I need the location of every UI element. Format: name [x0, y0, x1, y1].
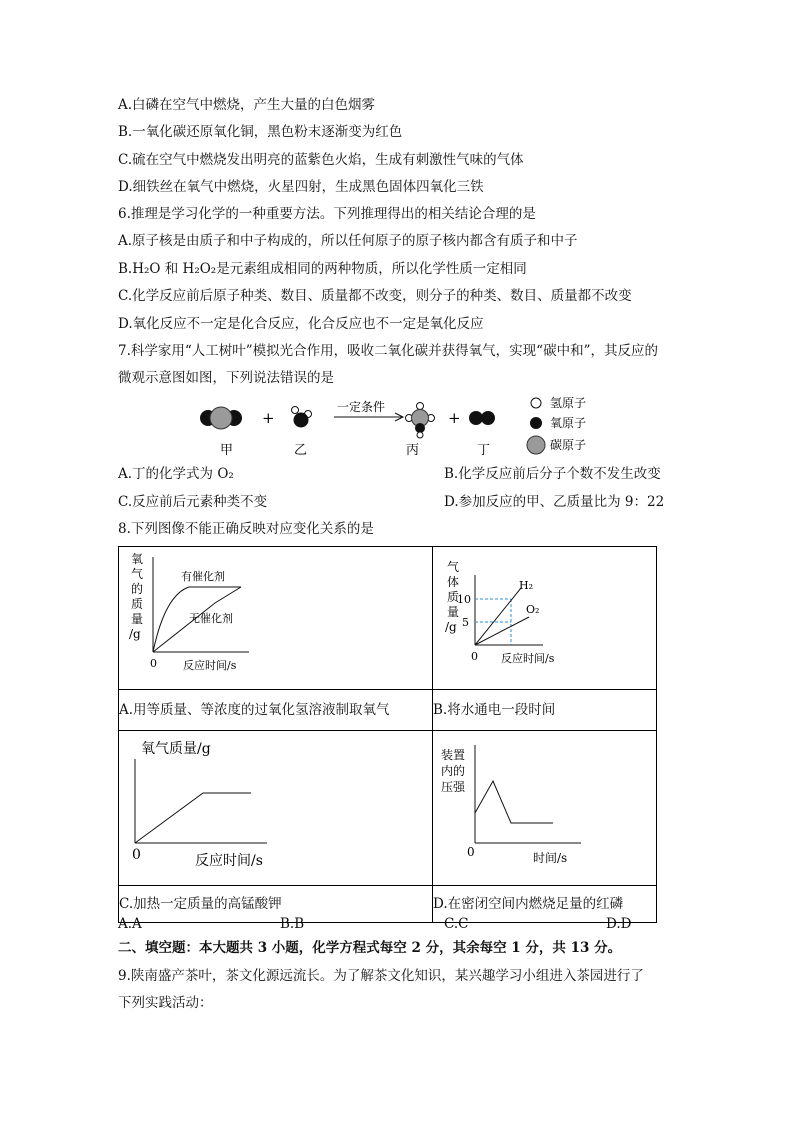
q8-option-d: D.D: [606, 916, 632, 932]
legend-oxygen: 氧原子: [550, 416, 587, 430]
q6-option-d: D.氧化反应不一定是化合反应，化合反应也不一定是氧化反应: [118, 316, 484, 332]
q9-stem-line1: 9.陕南盛产茶叶，茶文化源远流长。为了解茶文化知识，某兴趣学习小组进入茶园进行了: [118, 968, 644, 984]
line-o2: [475, 617, 529, 645]
graph-b: [433, 547, 656, 685]
graph-b-label-o2: O₂: [526, 603, 540, 616]
graph-b-tick-10: 10: [457, 593, 471, 606]
graph-c: [119, 731, 432, 881]
graph-d-ylabel-1: 装置: [441, 748, 466, 762]
graph-a-xlabel: 反应时间/s: [183, 659, 237, 672]
graph-b-caption: B.将水通电一段时间: [433, 690, 657, 731]
graph-b-origin: 0: [471, 650, 478, 663]
label-jia: 甲: [220, 443, 234, 458]
line-h2: [475, 588, 521, 645]
graph-d-ylabel-2: 内的: [441, 764, 466, 778]
graph-b-xlabel: 反应时间/s: [501, 652, 555, 665]
graph-b-ylabel-2: 体: [447, 575, 460, 589]
graph-a-ylabel-3: 的: [131, 582, 144, 596]
q7-stem-line1: 7.科学家用“人工树叶”模拟光合作用，吸收二氧化碳并获得氧气，实现“碳中和”，其反应的: [118, 343, 658, 359]
molecule-jia: [200, 407, 242, 429]
q5-option-c: C.硫在空气中燃烧发出明亮的蓝紫色火焰，生成有刺激性气味的气体: [118, 152, 524, 168]
graph-c-origin: 0: [132, 847, 141, 863]
q6-option-b: B.H₂O 和 H₂O₂是元素组成相同的两种物质，所以化学性质一定相同: [118, 261, 527, 277]
q8-stem: 8.下列图像不能正确反映对应变化关系的是: [118, 521, 374, 537]
graph-c-ylabel: 氧气质量/g: [141, 741, 211, 757]
q7-stem-line2: 微观示意图如图，下列说法错误的是: [118, 370, 334, 386]
q7-option-d: D.参加反应的甲、乙质量比为 9：22: [444, 494, 665, 510]
graph-c-xlabel: 反应时间/s: [195, 853, 263, 869]
graph-c-caption: C.加热一定质量的高锰酸钾: [119, 886, 433, 923]
graph-b-ylabel-1: 气: [447, 560, 460, 574]
q7-option-b: B.化学反应前后分子个数不发生改变: [444, 466, 661, 482]
graph-d-origin: 0: [467, 845, 475, 859]
graph-a-ylabel-6: /g: [129, 627, 141, 641]
graph-a-cell: [119, 547, 433, 690]
reaction-condition: 一定条件: [337, 400, 386, 414]
graph-a: [119, 547, 432, 685]
label-bing: 丙: [406, 443, 420, 458]
graph-d-xlabel: 时间/s: [533, 851, 568, 865]
plus-sign-2: +: [448, 409, 461, 427]
q5-option-b: B.一氧化碳还原氧化铜，黑色粉末逐渐变为红色: [118, 124, 403, 140]
q7-option-c: C.反应前后元素种类不变: [118, 494, 268, 510]
plus-sign-1: +: [262, 409, 275, 427]
graph-b-ylabel-3: 质: [447, 590, 460, 604]
molecule-ding: [469, 411, 495, 425]
graph-c-curve: [135, 793, 251, 843]
graph-a-ylabel-1: 氧: [131, 552, 144, 566]
graph-a-label-no-catalyst: 无催化剂: [189, 612, 233, 625]
label-ding: 丁: [477, 443, 491, 458]
molecule-bing: [406, 403, 435, 439]
graph-b-label-h2: H₂: [519, 579, 534, 592]
q8-option-a: A.A: [118, 916, 142, 932]
q6-option-c: C.化学反应前后原子种类、数目、质量都不改变，则分子的种类、数目、质量都不改变: [118, 288, 632, 304]
graph-b-ylabel-5: /g: [445, 620, 457, 634]
graph-a-ylabel-5: 量: [131, 612, 144, 626]
q8-option-b: B.B: [280, 916, 305, 932]
graph-b-tick-5: 5: [462, 616, 469, 629]
graph-a-label-catalyst: 有催化剂: [181, 570, 225, 583]
graph-b-ylabel-4: 量: [447, 605, 460, 619]
graph-b-cell: [433, 547, 657, 690]
graph-a-ylabel-4: 质: [131, 597, 144, 611]
graph-d-caption: D.在密闭空间内燃烧足量的红磷: [433, 886, 657, 923]
graph-d-cell: [433, 731, 657, 886]
q5-option-d: D.细铁丝在氧气中燃烧，火星四射，生成黑色固体四氧化三铁: [118, 179, 484, 195]
graph-a-caption: A.用等质量、等浓度的过氧化氢溶液制取氧气: [119, 690, 433, 731]
q7-option-a: A.丁的化学式为 O₂: [118, 466, 234, 482]
q5-option-a: A.白磷在空气中燃烧，产生大量的白色烟雾: [118, 97, 376, 113]
q6-option-a: A.原子核是由质子和中子构成的，所以任何原子的原子核内都含有质子和中子: [118, 233, 578, 249]
legend: [527, 396, 586, 454]
q6-stem: 6.推理是学习化学的一种重要方法。下列推理得出的相关结论合理的是: [118, 206, 536, 222]
q8-option-c: C.C: [444, 916, 469, 932]
graph-d-curve: [475, 781, 553, 823]
graph-a-origin: 0: [150, 657, 157, 670]
graph-a-ylabel-2: 气: [131, 567, 144, 581]
graph-d-ylabel-3: 压强: [441, 780, 466, 794]
legend-carbon: 碳原子: [550, 438, 587, 452]
graph-d: [433, 731, 656, 881]
reaction-micro-diagram: [190, 392, 610, 462]
legend-hydrogen: 氢原子: [550, 396, 587, 410]
molecule-yi: [292, 407, 312, 428]
label-yi: 乙: [294, 443, 308, 458]
q8-graph-table: [118, 546, 657, 923]
q9-stem-line2: 下列实践活动：: [118, 995, 213, 1011]
section-2-heading: 二、填空题：本大题共 3 小题，化学方程式每空 2 分，其余每空 1 分，共 13 分。: [118, 940, 622, 956]
graph-c-cell: [119, 731, 433, 886]
